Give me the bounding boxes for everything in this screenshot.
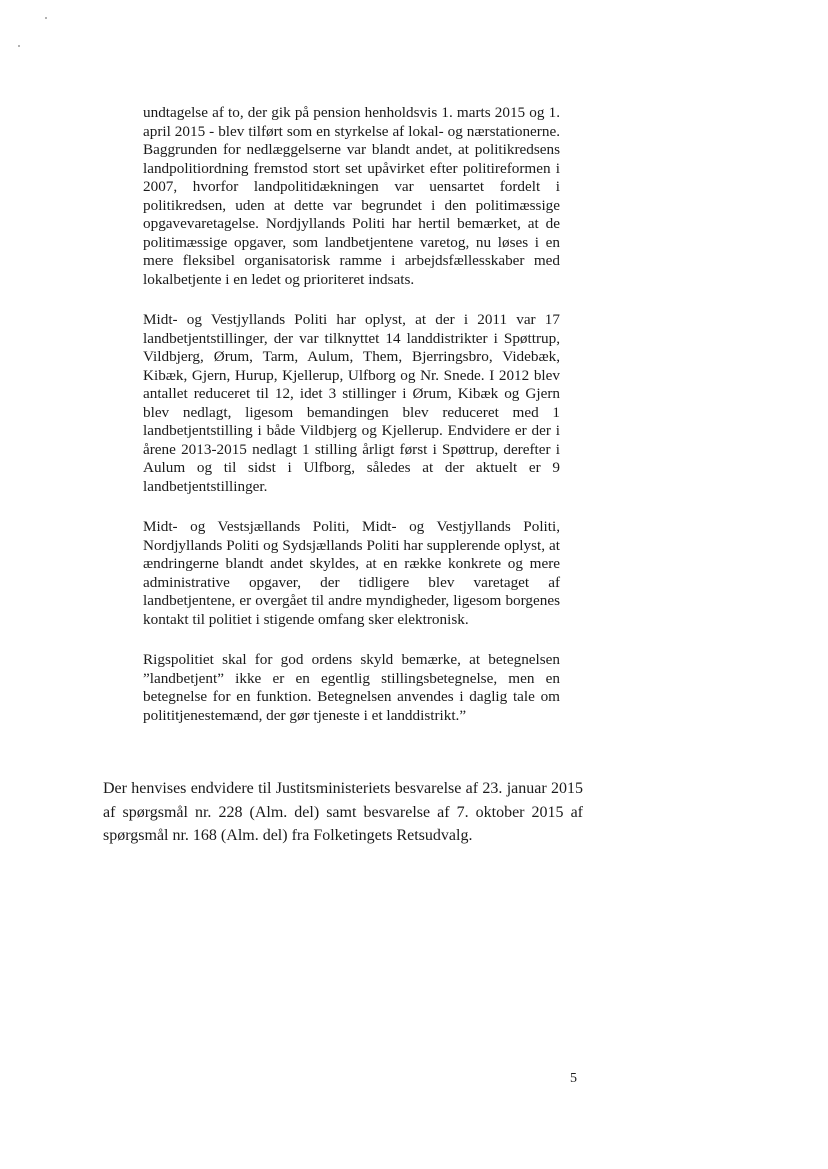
closing-paragraph: Der henvises endvidere til Justitsministeriets besvarelse af 23. januar 2015 af spørgsmål nr. 228 (Alm. del) samt besvarelse af 7. oktober 2015 af spørgsmål nr. 168 (Alm. del) fra Folketingets Retsudvalg.: [103, 780, 583, 844]
quote-paragraph: Rigspolitiet skal for god ordens skyld bemærke, at betegnelsen ”landbetjent” ikke er en egentlig stillingsbetegnelse, men en betegnelse for en funktion. Betegnelsen anvendes i daglig tale om polititjenestemænd, der gør tjeneste i et landdistrikt.”: [143, 651, 560, 724]
page-number: 5: [570, 1071, 577, 1086]
quote-paragraph: undtagelse af to, der gik på pension henholdsvis 1. marts 2015 og 1. april 2015 - blev tilført som en styrkelse af lokal- og nærstationerne. Baggrunden for nedlæggelserne var blandt andet, at politikredsens landpolitiordning fremstod stort set upåvirket efter politireformen i 2007, hvorfor landpolitidækningen var uensartet fordelt i politikredsen, uden at dette var begrundet i den politimæssige opgavevaretagelse. Nordjyllands Politi har hertil bemærket, at de politimæssige opgaver, som landbetjentene varetog, nu løses i en mere fleksibel organisatorisk ramme i arbejdsfællesskaber med lokalbetjente i en ledet og prioriteret indsats.: [143, 104, 560, 288]
scan-speck: [18, 45, 20, 47]
quoted-text-block: [143, 104, 560, 747]
quote-paragraph: Midt- og Vestsjællands Politi, Midt- og Vestjyllands Politi, Nordjyllands Politi og Sydsjællands Politi har supplerende oplyst, at ændringerne blandt andet skyldes, at en række konkrete og mere administrative opgaver, der tidligere blev varetaget af landbetjentene, er overgået til andre myndigheder, ligesom borgenes kontakt til politiet i stigende omfang sker elektronisk.: [143, 518, 560, 628]
quote-paragraph: Midt- og Vestjyllands Politi har oplyst, at der i 2011 var 17 landbetjentstillinger, der var tilknyttet 14 landdistrikter i Spøttrup, Vildbjerg, Ørum, Tarm, Aulum, Them, Bjerringsbro, Videbæk, Kibæk, Gjern, Hurup, Kjellerup, Ulfborg og Nr. Snede. I 2012 blev antallet reduceret til 12, idet 3 stillinger i Ørum, Kibæk og Gjern blev nedlagt, ligesom bemandingen blev reduceret med 1 landbetjentstilling i både Vildbjerg og Kjellerup. Endvidere er der i årene 2013-2015 nedlagt 1 stilling årligt først i Spøttrup, derefter i Aulum og til sidst i Ulfborg, således at der aktuelt er 9 landbetjentstillinger.: [143, 311, 560, 495]
scan-speck: [45, 17, 47, 19]
